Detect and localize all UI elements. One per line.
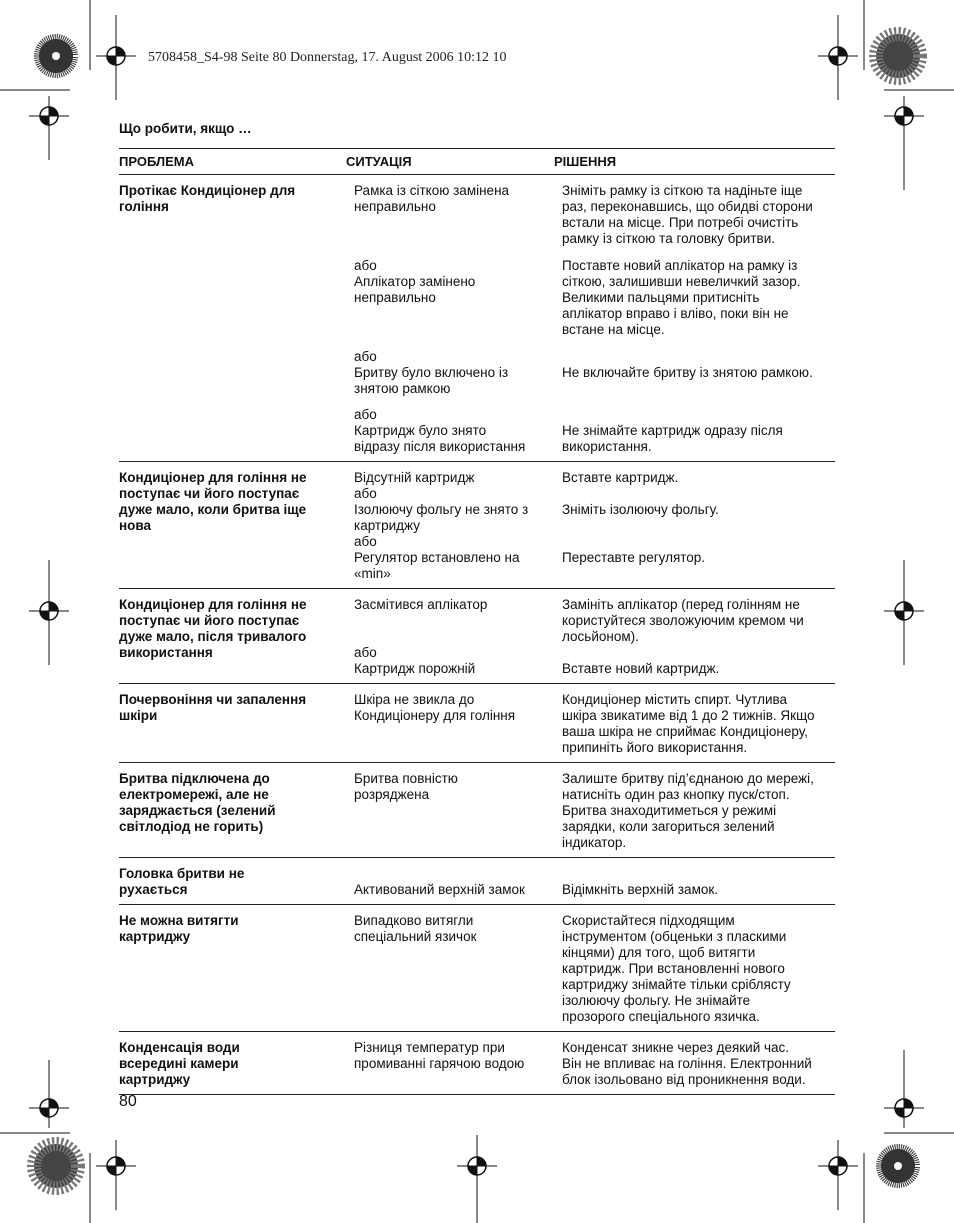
problem-cell: Бритва підключена до електромережі, але не заряджається (зелений світлодіод не горить): [119, 771, 276, 834]
situation-cell: або Картридж було знято відразу після використання: [354, 407, 526, 454]
situation-solution-group: [354, 771, 843, 851]
solution-cell: Кондиціонер містить спирт. Чутлива шкіра звикатиме від 1 до 2 тижнів. Якщо ваша шкіра не сприймає Кондиціонеру, припиніть його використання.: [562, 692, 815, 755]
problem-cell: Кондиціонер для гоління не поступає чи його поступає дуже мало, після тривалого використання: [119, 597, 307, 660]
situation-cell: або Картридж порожній: [354, 645, 476, 676]
situation-solution-group: [354, 183, 843, 455]
solution-cell: Замініть аплікатор (перед голінням не користуйтеся зволожуючим кремом чи лосьйоном).: [562, 597, 804, 644]
column-header-situation: СИТУАЦІЯ: [346, 154, 412, 169]
table-header: [119, 148, 835, 175]
color-wheel-icon: [876, 1144, 920, 1188]
situation-solution-pair: [354, 771, 843, 851]
table-row: [119, 763, 835, 858]
situation-solution-pair: [354, 597, 843, 645]
problem-cell: Не можна витягти картриджу: [119, 913, 239, 944]
solution-cell: Відімкніть верхній замок.: [562, 882, 719, 897]
situation-cell: або Бритву було включено із знятою рамкою: [354, 349, 509, 396]
problem-cell: Конденсація води всередині камери картриджу: [119, 1040, 240, 1087]
situation-cell: Шкіра не звикла до Кондиціонеру для гоління: [354, 692, 516, 723]
color-wheel-icon: [34, 34, 78, 78]
problem-cell: Протікає Кондиціонер для гоління: [119, 183, 296, 214]
table-body: [119, 175, 835, 1095]
column-header-solution: РІШЕННЯ: [554, 154, 617, 169]
situation-solution-pair: [354, 913, 843, 1025]
situation-solution-group: [354, 692, 843, 756]
situation-solution-group: [354, 913, 843, 1025]
situation-cell: Рамка із сіткою замінена неправильно: [354, 183, 510, 214]
situation-solution-pair: [354, 349, 843, 397]
situation-solution-pair: [354, 470, 843, 486]
table-row: [119, 589, 835, 684]
situation-cell: або Аплікатор замінено неправильно: [354, 258, 476, 305]
situation-solution-pair: [354, 407, 843, 455]
solution-cell: Переставте регулятор.: [562, 550, 706, 565]
situation-solution-group: [354, 866, 843, 898]
solution-cell: Зніміть рамку із сіткою та надіньте іще раз, переконавшись, що обидві сторони встали на місце. При потребі очистіть рамку із сіткою та головку бритви.: [562, 183, 813, 246]
table-row: [119, 175, 835, 462]
solution-cell: Зніміть ізолюючу фольгу.: [562, 502, 719, 517]
problem-cell: Кондиціонер для гоління не поступає чи його поступає дуже мало, коли бритва іще нова: [119, 470, 307, 533]
table-row: [119, 905, 835, 1032]
situation-solution-pair: [354, 645, 843, 677]
troubleshooting-table: [119, 148, 835, 1095]
page-title: Що робити, якщо …: [119, 121, 252, 136]
situation-cell: або Регулятор встановлено на «min»: [354, 534, 520, 581]
situation-cell: Засмітився аплікатор: [354, 597, 488, 612]
color-wheel-icon: [876, 34, 920, 78]
table-row: [119, 684, 835, 763]
solution-cell: Конденсат зникне через деякий час. Він не впливає на гоління. Електронний блок ізольовано від проникнення води.: [562, 1040, 812, 1087]
color-wheel-icon: [34, 1144, 78, 1188]
situation-solution-group: [354, 597, 843, 677]
solution-cell: Не знімайте картридж одразу після використання.: [562, 423, 783, 454]
solution-cell: Вставте картридж.: [562, 470, 679, 485]
situation-cell: Різниця температур при промиванні гарячою водою: [354, 1040, 525, 1071]
situation-solution-pair: [354, 486, 843, 534]
situation-solution-pair: [354, 258, 843, 338]
situation-solution-pair: [354, 183, 843, 247]
situation-cell: Відсутній картридж: [354, 470, 475, 485]
problem-cell: Почервоніння чи запалення шкіри: [119, 692, 307, 723]
situation-cell: Бритва повністю розряджена: [354, 771, 458, 802]
page-number: 80: [119, 1093, 137, 1110]
solution-cell: Скористайтеся підходящим інструментом (обценьки з пласкими кінцями) для того, щоб витягти картридж. При встановленні нового картриджу знімайте тільки сріблясту ізолюючу фольгу. Не знімайте прозорого спеціального язичка.: [562, 913, 791, 1024]
situation-cell: або Ізолюючу фольгу не знято з картриджу: [354, 486, 529, 533]
situation-cell: Випадково витягли спеціальний язичок: [354, 913, 477, 944]
table-row: [119, 1032, 835, 1095]
solution-cell: Залиште бритву під’єднаною до мережі, натисніть один раз кнопку пуск/стоп. Бритва знаходитиметься у режимі зарядки, коли загориться зелений індикатор.: [562, 771, 814, 850]
solution-cell: Поставте новий аплікатор на рамку із сіткою, залишивши невеличкий зазор. Великими пальцями притисніть аплікатор вправо і вліво, поки він не встане на місце.: [562, 258, 801, 337]
situation-solution-pair: [354, 1040, 843, 1088]
table-row: [119, 462, 835, 589]
situation-solution-pair: [354, 866, 843, 898]
solution-cell: Не включайте бритву із знятою рамкою.: [562, 365, 813, 380]
print-header: 5708458_S4-98 Seite 80 Donnerstag, 17. August 2006 10:12 10: [148, 50, 507, 65]
situation-solution-group: [354, 470, 843, 582]
solution-cell: Вставте новий картридж.: [562, 661, 720, 676]
situation-solution-pair: [354, 534, 843, 582]
problem-cell: Головка бритви не рухається: [119, 866, 245, 897]
column-header-problem: ПРОБЛЕМА: [119, 154, 194, 169]
situation-solution-pair: [354, 692, 843, 756]
table-row: [119, 858, 835, 905]
situation-cell: Активований верхній замок: [354, 882, 525, 897]
situation-solution-group: [354, 1040, 843, 1088]
